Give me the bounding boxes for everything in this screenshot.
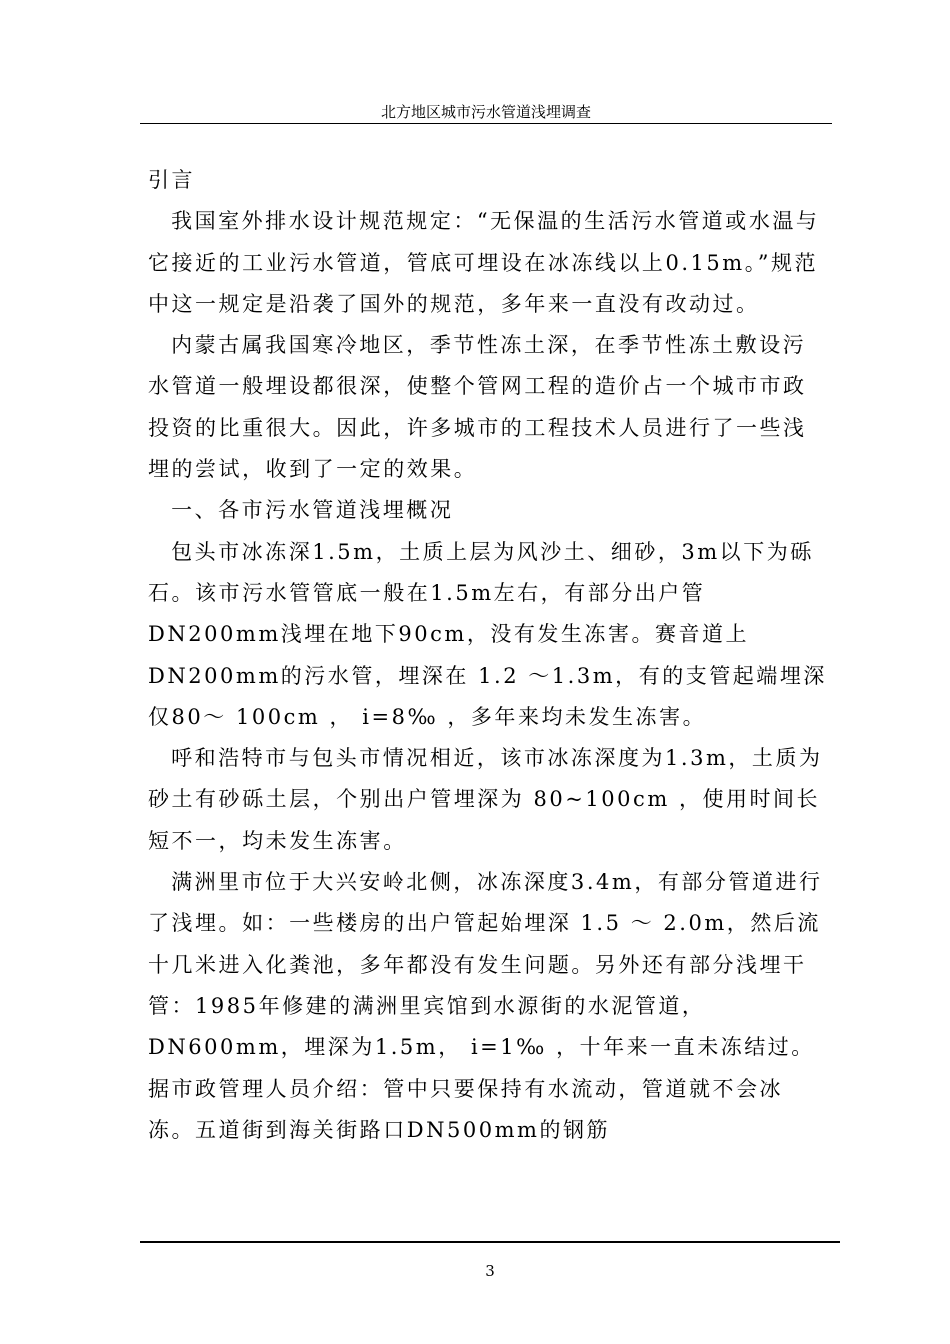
section-heading: 一、各市污水管道浅埋概况	[171, 498, 454, 523]
paragraph: 呼和浩特市与包头市情况相近，该市冰冻深度为1.3m，土质为砂土有砂砾土层，个别出户管埋深为 80~100cm ，使用时间长短不一，均未发生冻害。	[148, 746, 823, 853]
header-rule	[140, 123, 832, 124]
paragraph: 满洲里市位于大兴安岭北侧，冰冻深度3.4m，有部分管道进行了浅埋。如：一些楼房的出户管起始埋深 1.5 ～ 2.0m，然后流十几米进入化粪池，多年都没有发生问题。另外还有部分浅埋干管：1985年修建的满洲里宾馆到水源街的水泥管道，DN600mm，埋深为1.5m， i=1‰ ，十年来一直未冻结过。据市政管理人员介绍：管中只要保持有水流动，管道就不会冰冻。五道街到海关街路口DN500mm的钢筋	[148, 870, 823, 1142]
document-body	[148, 160, 828, 1151]
paragraph: 内蒙古属我国寒冷地区，季节性冻土深，在季节性冻土敷设污水管道一般埋设都很深，使整个管网工程的造价占一个城市市政投资的比重很大。因此，许多城市的工程技术人员进行了一些浅埋的尝试，收到了一定的效果。	[148, 333, 807, 482]
footer-rule	[140, 1241, 840, 1243]
running-header: 北方地区城市污水管道浅埋调查	[380, 103, 591, 121]
page-number: 3	[485, 1262, 495, 1280]
paragraph: 我国室外排水设计规范规定：“无保温的生活污水管道或水温与它接近的工业污水管道，管底可埋设在冰冻线以上0.15m。”规范中这一规定是沿袭了国外的规范，多年来一直没有改动过。	[148, 209, 820, 316]
paragraph: 包头市冰冻深1.5m，土质上层为风沙土、细砂，3m以下为砾石。该市污水管管底一般在1.5m左右，有部分出户管DN200mm浅埋在地下90cm，没有发生冻害。赛音道上DN200mm的污水管，埋深在 1.2 ～1.3m，有的支管起端埋深仅80～ 100cm ， i=8‰ ，多年来均未发生冻害。	[148, 539, 827, 729]
intro-heading: 引言	[148, 168, 196, 192]
